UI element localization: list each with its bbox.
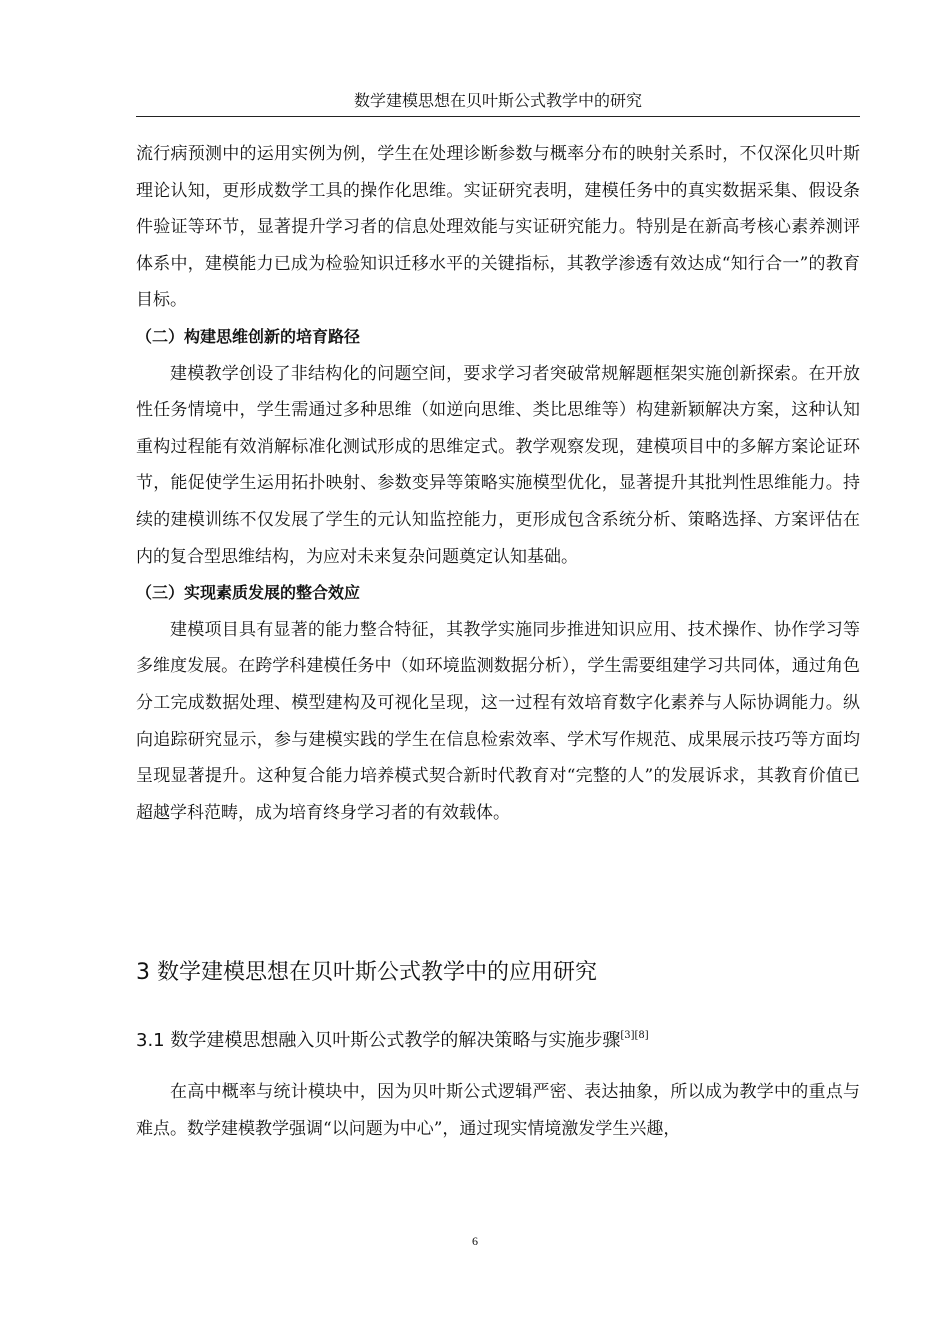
section-heading <box>136 1021 649 1056</box>
paragraph-integration-effect: 建模项目具有显著的能力整合特征，其教学实施同步推进知识应用、技术操作、协作学习等多维度发展。在跨学科建模任务中（如环境监测数据分析），学生需要组建学习共同体，通过角色分工完成数据处理、模型建构及可视化呈现，这一过程有效培育数字化素养与人际协调能力。纵向追踪研究显示，参与建模实践的学生在信息检索效率、学术写作规范、成果展示技巧等方面均呈现显著提升。这种复合能力培养模式契合新时代教育对“完整的人”的发展诉求，其教育价值已超越学科范畴，成为培育终身学习者的有效载体。 <box>136 619 860 823</box>
paragraph-continued: 流行病预测中的运用实例为例，学生在处理诊断参数与概率分布的映射关系时，不仅深化贝叶斯理论认知，更形成数学工具的操作化思维。实证研究表明，建模任务中的真实数据采集、假设条件验证等环节，显著提升学习者的信息处理效能与实证研究能力。特别是在新高考核心素养测评体系中，建模能力已成为检验知识迁移水平的关键指标，其教学渗透有效达成“知行合一”的教育目标。 <box>136 144 860 311</box>
section-body <box>136 1074 860 1147</box>
subheading-3: （三）实现素质发展的整合效应 <box>136 583 361 603</box>
paragraph-section-intro: 在高中概率与统计模块中，因为贝叶斯公式逻辑严密、表达抽象，所以成为教学中的重点与难点。数学建模教学强调“以问题为中心”，通过现实情境激发学生兴趣， <box>136 1082 860 1139</box>
section-heading-text: 3.1 数学建模思想融入贝叶斯公式教学的解决策略与实施步骤 <box>136 1030 621 1051</box>
running-header <box>136 88 860 117</box>
chapter-heading: 3 数学建模思想在贝叶斯公式教学中的应用研究 <box>136 960 597 985</box>
citation-reference: [3][8] <box>620 1030 649 1041</box>
subheading-2: （二）构建思维创新的培育路径 <box>136 326 361 346</box>
body-text <box>136 136 860 831</box>
paragraph-thinking-innovation: 建模教学创设了非结构化的问题空间，要求学习者突破常规解题框架实施创新探索。在开放性任务情境中，学生需通过多种思维（如逆向思维、类比思维等）构建新颖解决方案，这种认知重构过程能有效消解标准化测试形成的思维定式。教学观察发现，建模项目中的多解方案论证环节，能促使学生运用拓扑映射、参数变异等策略实施模型优化，显著提升其批判性思维能力。持续的建模训练不仅发展了学生的元认知监控能力，更形成包含系统分析、策略选择、方案评估在内的复合型思维结构，为应对未来复杂问题奠定认知基础。 <box>136 363 860 567</box>
page-number: 6 <box>472 1234 478 1248</box>
running-header-title: 数学建模思想在贝叶斯公式教学中的研究 <box>353 91 642 110</box>
